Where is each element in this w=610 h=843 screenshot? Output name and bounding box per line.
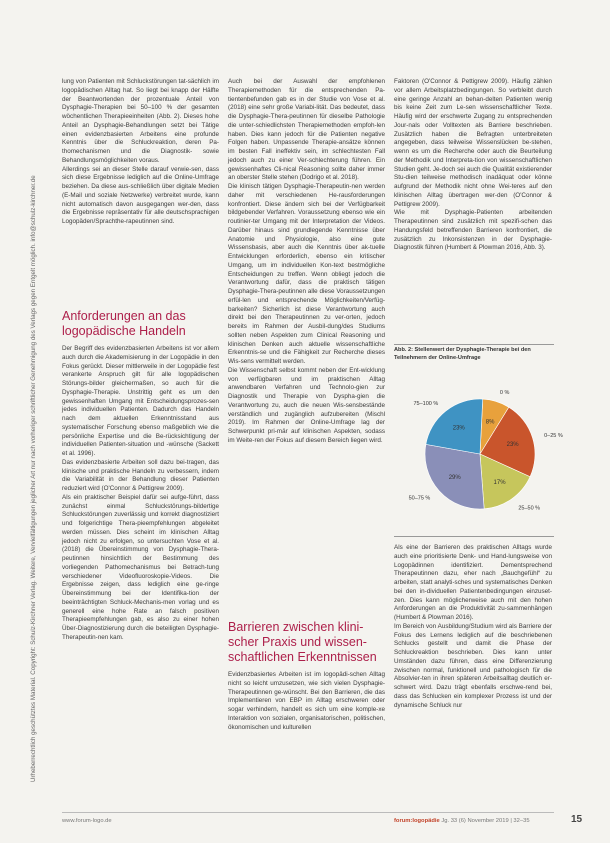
paragraph: Allerdings sei an dieser Stelle darauf verwie-sen, dass sich diese Ergebnisse lediglich auf die Online-Umfrage beziehen. Da diese aus-schließlich über digitale Medien (E-Mail und soziale Netzwerke) verbreitet wurde, kann nicht automatisch davon ausgegangen wer-den, dass die Ergebnisse repräsentativ für alle deutschsprachigen Logopäden/Sprachthe-rapeutinnen sind. [62, 165, 219, 225]
column-2-lower [228, 671, 385, 732]
journal-name: forum:logopädie [394, 818, 440, 824]
column-1-lower [62, 345, 219, 643]
pie-chart [394, 368, 563, 528]
footer-journal [394, 818, 559, 824]
pie-category-label: 50–75 % [408, 495, 431, 502]
pie-value-label: 8% [485, 419, 495, 426]
paragraph: Die klinisch tätigen Dysphagie-Therapeutin-nen werden daher mit verschiedenen He-rausforderungen konfrontiert. Diese ändern sich bei der Verfügbarkeit bildgebender Verfahren. Voraussetzung ebenso wie ein routinier-ter Umgang mit der Interpretation der Videos. Darüber hinaus sind grundlegende Kenntnisse über Anatomie und Physiologie, also eine gute Wissensbasis, aber auch die Kenntnis über ak-tuelle Entwicklungen erforderlich, ebenso ein kritischer Umgang, um im individuellen Kon-text bestmögliche Entscheidungen zu treffen. Wenn obliegt jedoch die Verantwortung dafür, dass die praktisch tätigen Dysphagie-Thera-peutinnen alle diese Voraussetzungen erfül-len und entsprechende Möglichkeiten/Verfüg-barkeiten? Sicherlich ist diese Verantwortung auch direkt bei den Therapeutinnen zu ver-orten, jedoch bereits im Rahmen der Ausbil-dung/des Studiums sollten neben Aspekten zum Clinical Reasoning und klinischen Denken auch aktuelle wissenschaftliche Erkenntnis-se und die Fähigkeit zur Recherche dieses Wis-sens vermittelt werden. [228, 183, 385, 365]
paragraph: Auch bei der Auswahl der empfohlenen Therapiemethoden für die entsprechenden Pa-tientenbefunden gab es in der Studie von Vose et al. (2018) eine sehr große Variabi-lität. Das bedeutet, dass die Dysphagie-Thera-peutinnen für dieselbe Pathologie die unter-schiedlichsten Therapiemethoden empfoh-len haben. Dies kann jedoch für die Patienten negative Folgen haben. Unpassende Therapie-ansätze können im besten Fall ineffektiv sein, im schlechtesten Fall jedoch auch zu einer Ver-schlechterung führen. Ein gewissenhaftes Cli-nical Reasoning sollte daher immer an oberster Stelle stehen (Dodrigo et al. 2018). [228, 78, 385, 182]
section-heading-barrieren: Barrieren zwischen klini-scher Praxis und wissen-schaftlichen Erkenntnissen [228, 620, 377, 664]
pie-category-label: 0 % [499, 389, 510, 396]
column-1 [62, 78, 219, 227]
pie-value-label: 23% [506, 442, 519, 449]
column-2 [228, 78, 385, 446]
pie-category-label: 0–25 % [544, 433, 563, 440]
paragraph: Evidenzbasiertes Arbeiten ist im logopädi-schen Alltag nicht so leicht umzusetzen, wie sich vielen Dysphagie-Therapeutinnen ge-wünscht. Bei den Barrieren, die das Implementieren von EBP im Alltag erschweren oder sogar verhindern, handelt es sich um eine komple-xe Interaktion von sozialen, organisatorischen, politischen, ökonomischen und kulturellen [228, 671, 385, 731]
paragraph: Als ein praktischer Beispiel dafür sei aufge-führt, dass zunächst einmal Schluckstörungs-bildertige Schluckstörungen zuverlässig und korrekt diagnostiziert und folgerichtige Thera-pieempfehlungen abgeleitet werden müssen. Dies scheint im klinischen Alltag jedoch nicht zu erfolgen, so untersuchten Vose et al. (2018) die Übereinstimmung von Dysphagie-Thera-peutinnen hinsichtlich der Bestimmung des vorliegenden Pathomechanismus bei Betrach-tung verschiedener Videofluoroskopie-Videos. Die Ergebnisse zeigen, dass lediglich eine ge-ringe Übereinstimmung bei der Identifika-tion der beeinträchtigten Schluck-Mechanis-men vorlag und es generell eine hohe Rate an falsch positiven Therapieempfehlungen gab, es also zu einer hohen Über-Diagnostizierung durch die beteiligten Dysphagie-Therapeutin-nen kam. [62, 493, 219, 641]
pie-value-label: 17% [493, 479, 506, 486]
page-number: 15 [571, 814, 583, 825]
paragraph: Faktoren (O'Connor & Pettigrew 2009). Häufig zählen vor allem Arbeitsplatzbedingungen. So verbleibt durch eine geringe Anzahl an behan-delten Patienten wenig bis keine Zeit zum Le-sen wissenschaftlicher Texte. Häufig wird der erschwerte Zugang zu entsprechenden Jour-nals oder Volltexten als Barriere beschrieben. Zusätzlich haben die Befragten unterbreiteten angegeben, dass teilweise Wissenslücken be-stehen, wenn es um die Recherche oder auch die Beurteilung der Methodik und Interpreta-tion von wissenschaftlichen Studien geht. Je-doch sei auch die Qualität existierender Stu-dien teilweise methodisch inadäquat oder könne aufgrund der Methodik nicht ohne Wei-teres auf den klinischen Alltag übertragen wer-den (O'Connor & Pettigrew 2009). [394, 78, 552, 208]
figure-rule-top [394, 344, 554, 345]
column-3 [394, 78, 552, 253]
pie-value-label: 23% [452, 425, 465, 432]
figure-rule-bottom [394, 536, 554, 537]
paragraph: Wie mit Dysphagie-Patienten arbeitenden Therapeutinnen sind zusätzlich mit spezifi-schen das Handungsfeld betreffenden Barrieren konfrontiert, die zusätzlich zu Inkonsistenzen in der Dysphagie-Diagnostik führen (Humbert & Plowman 2016, Abb. 3). [394, 209, 552, 252]
paragraph: Die Wissenschaft selbst kommt neben der Ent-wicklung von verfügbaren und im praktischen Alltag anwendbaren Verfahren und Technolo-gien zur Diagnostik und Therapie von Dyspha-gien die Verantwortung zu, auch die neuen Wis-sensbestände verständlich und zugänglich aufzubereiten (Mischl 2019). Im Rahmen der Online-Umfrage lag der Schwerpunkt pri-mär auf klinischen Aspekten, sodass im Weite-ren der Fokus auf diesem Bereich liegen wird. [228, 366, 385, 444]
pie-category-label: 75–100 % [413, 401, 439, 408]
figure-caption: Abb. 2: Stellenwert der Dysphagie-Therapie bei den Teilnehmern der Online-Umfrage [394, 347, 531, 361]
pie-category-label: 25–50 % [518, 505, 541, 512]
copyright-side-note [30, 52, 42, 782]
paragraph: Als eine der Barrieren des praktischen Alltags wurde auch eine prioritisierte Denk- und Hand-lungsweise von Logopädinnen identifiziert. Dementsprechend Therapeutinnen dazu, eher nach „Bauchgefühl“ zu arbeiten, statt analyti-sches und systematisches Denken bei den in-dividuellen Patientenbedingungen einzuset-zen. Dies kann möglicherweise auch mit den hohen Anforderungen an die Produktivität zu-sammenhängen (Humbert & Plowman 2016). [394, 544, 552, 621]
paragraph: Das evidenzbasierte Arbeiten soll dazu bei-tragen, das klinische und praktische Handeln zu verbessern, indem die Variabilität in der Behandlung dieser Patienten reduziert wird (O'Connor & Pettigrew 2009). [62, 458, 219, 492]
paragraph: Im Bereich von Ausbildung/Studium wird als Barriere der Fokus des Lernens lediglich auf die beschriebenen Schlucks gestellt und damit die Phase der Schluckreaktion beschrieben. Dies kann unter Umständen dazu führen, dass eine Differenzierung zwischen normal, funktionell und pathologisch für die Absolvier-ten in ihren späteren Arbeitsalltag deutlich er-schwert wird. Dazu trägt ebenfalls erschwe-rend bei, dass das Schlucken ein komplexer Prozess ist und der dynamische Schluck nur [394, 622, 552, 709]
paragraph: lung von Patienten mit Schluckstörungen tat-sächlich im logopädischen Alltag hat. So liegt bei knapp der Hälfte der Beantwortenden der prozentuale Anteil von Dysphagie-Therapien bei 50–100 % der gesamten wöchentlichen Therapieeinheiten (Abb. 2). Dieses hohe Anteil an Dysphagie-Behandlungen setzt bei Tätige einen evidenzbasierten Arbeitens eine profunde Kenntnis über die Schluckreaktion, deren Pa-thomechanismen und die Diagnostik- sowie Behandlungsmöglichkeiten voraus. [62, 78, 219, 164]
copyright-text: Urheberrechtlich geschütztes Material. Copyright: Schulz-Kirchner Verlag. Weitere, Vervielfältigungen jeglicher Art nur nach vorheriger schriftlicher Genehmigung des Verlags gegen Entgelt möglich. info@schulz-kirchner.de [30, 175, 37, 782]
pie-value-label: 29% [448, 474, 461, 481]
journal-issue: Jg. 33 (6) November 2019 | 32–35 [441, 818, 530, 824]
paragraph: Der Begriff des evidenzbasierten Arbeitens ist vor allem auch durch die Akademisierung in der Logopädie in den Fokus gerückt. Dieser mittlerweile in der Logopädie fest verankerte Anspruch gilt für alle logopädischen Störungs-bilder gleichermaßen, so auch für die Dysphagie-Therapie. Unstrittig geht es um den gewissenhaften Umgang mit Entscheidungsprozes-sen jedes individuellen Patienten. Dadurch das Handeln nach dem aktuellen Erkenntnisstand aus systematischer Forschung ebenso maßgeblich wie die persönliche Expertise und die Be-rücksichtigung der individuellen Patienten-situation und -wünsche (Sackett et al. 1996). [62, 345, 219, 457]
section-heading-anforderungen: Anforderungen an das logopädische Handeln [62, 309, 186, 338]
footer-rule [62, 812, 554, 813]
footer-website: www.forum-logo.de [62, 818, 112, 824]
column-3-lower [394, 544, 552, 710]
